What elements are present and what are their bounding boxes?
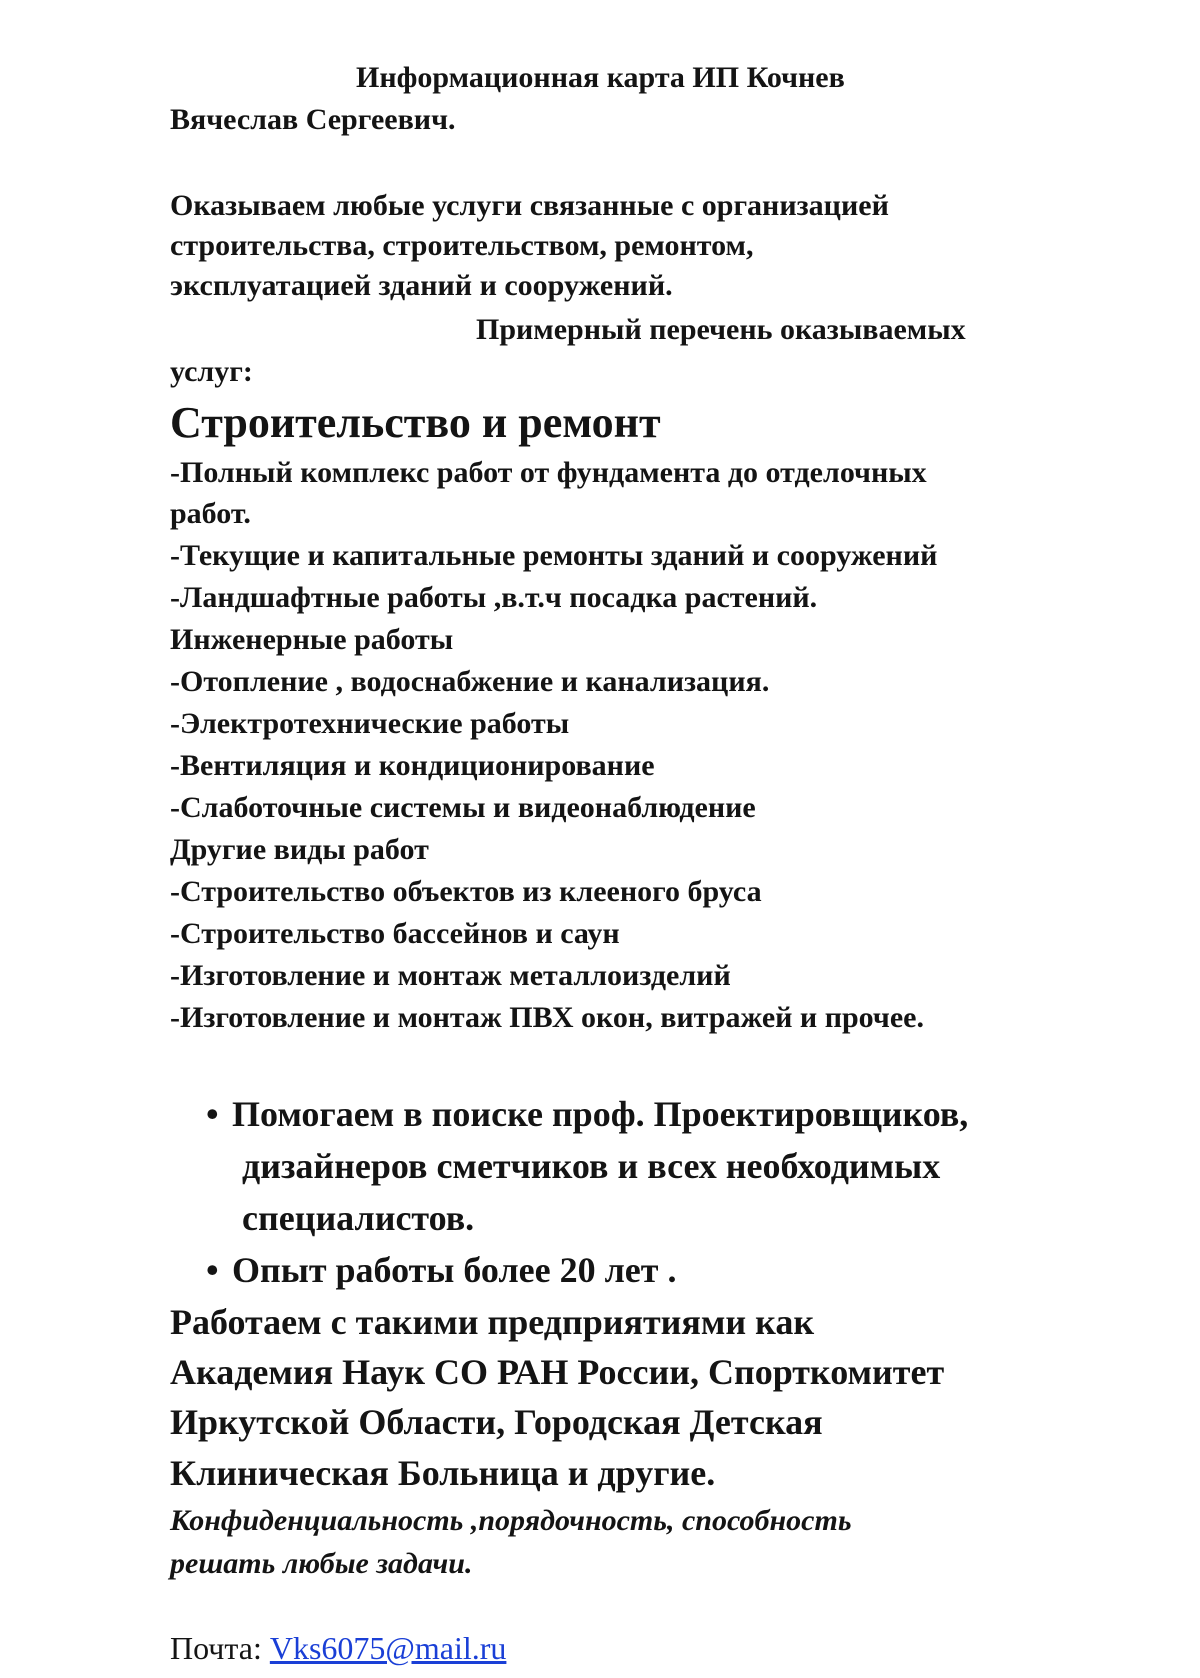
bullet-1-line-3: специалистов. — [242, 1198, 475, 1238]
construction-item-3: -Ландшафтные работы ,в.т.ч посадка растений. — [170, 581, 818, 614]
services-list-heading-line-1: Примерный перечень оказываемых — [476, 313, 966, 346]
clients-line-4: Клиническая Больница и другие. — [170, 1453, 716, 1493]
bullet-marker: • — [206, 1250, 219, 1290]
title-line-2: Вячеслав Сергеевич. — [170, 103, 456, 136]
construction-item-1-line-2: работ. — [170, 497, 251, 530]
intro-line-3: эксплуатацией зданий и сооружений. — [170, 269, 673, 302]
clients-line-2: Академия Наук СО РАН России, Спорткомитет — [170, 1352, 945, 1392]
engineering-item: -Электротехнические работы — [170, 707, 570, 740]
engineering-item: -Отопление , водоснабжение и канализация. — [170, 665, 770, 698]
intro-line-1: Оказываем любые услуги связанные с организацией — [170, 189, 889, 222]
contact-email-link[interactable]: Vks6075@mail.ru — [269, 1630, 507, 1666]
contact-email-row — [170, 1628, 506, 1668]
section-heading-other: Другие виды работ — [170, 833, 429, 866]
motto-line-1: Конфиденциальность ,порядочность, способность — [170, 1504, 852, 1537]
other-item: -Строительство объектов из клееного бруса — [170, 875, 762, 908]
services-list-heading-line-2: услуг: — [170, 355, 253, 388]
other-item: -Изготовление и монтаж металлоизделий — [170, 959, 731, 992]
construction-item-1-line-1: -Полный комплекс работ от фундамента до отделочных — [170, 456, 927, 489]
engineering-item: -Слаботочные системы и видеонаблюдение — [170, 791, 756, 824]
motto-line-2: решать любые задачи. — [170, 1547, 473, 1580]
engineering-item: -Вентиляция и кондиционирование — [170, 749, 655, 782]
section-heading-engineering: Инженерные работы — [170, 623, 454, 656]
other-item: -Строительство бассейнов и саун — [170, 917, 620, 950]
bullet-marker: • — [206, 1094, 219, 1134]
contact-email-label: Почта: — [170, 1630, 270, 1666]
bullet-2: Опыт работы более 20 лет . — [232, 1250, 677, 1290]
construction-item-2: -Текущие и капитальные ремонты зданий и сооружений — [170, 539, 938, 572]
clients-line-3: Иркутской Области, Городская Детская — [170, 1402, 823, 1442]
clients-line-1: Работаем с такими предприятиями как — [170, 1302, 815, 1342]
title-line-1: Информационная карта ИП Кочнев — [356, 61, 845, 94]
section-heading-construction: Строительство и ремонт — [170, 398, 661, 447]
other-item: -Изготовление и монтаж ПВХ окон, витражей и прочее. — [170, 1001, 924, 1034]
intro-line-2: строительства, строительством, ремонтом, — [170, 229, 754, 262]
bullet-1-line-1: Помогаем в поиске проф. Проектировщиков, — [232, 1094, 969, 1134]
bullet-1-line-2: дизайнеров сметчиков и всех необходимых — [242, 1146, 941, 1186]
